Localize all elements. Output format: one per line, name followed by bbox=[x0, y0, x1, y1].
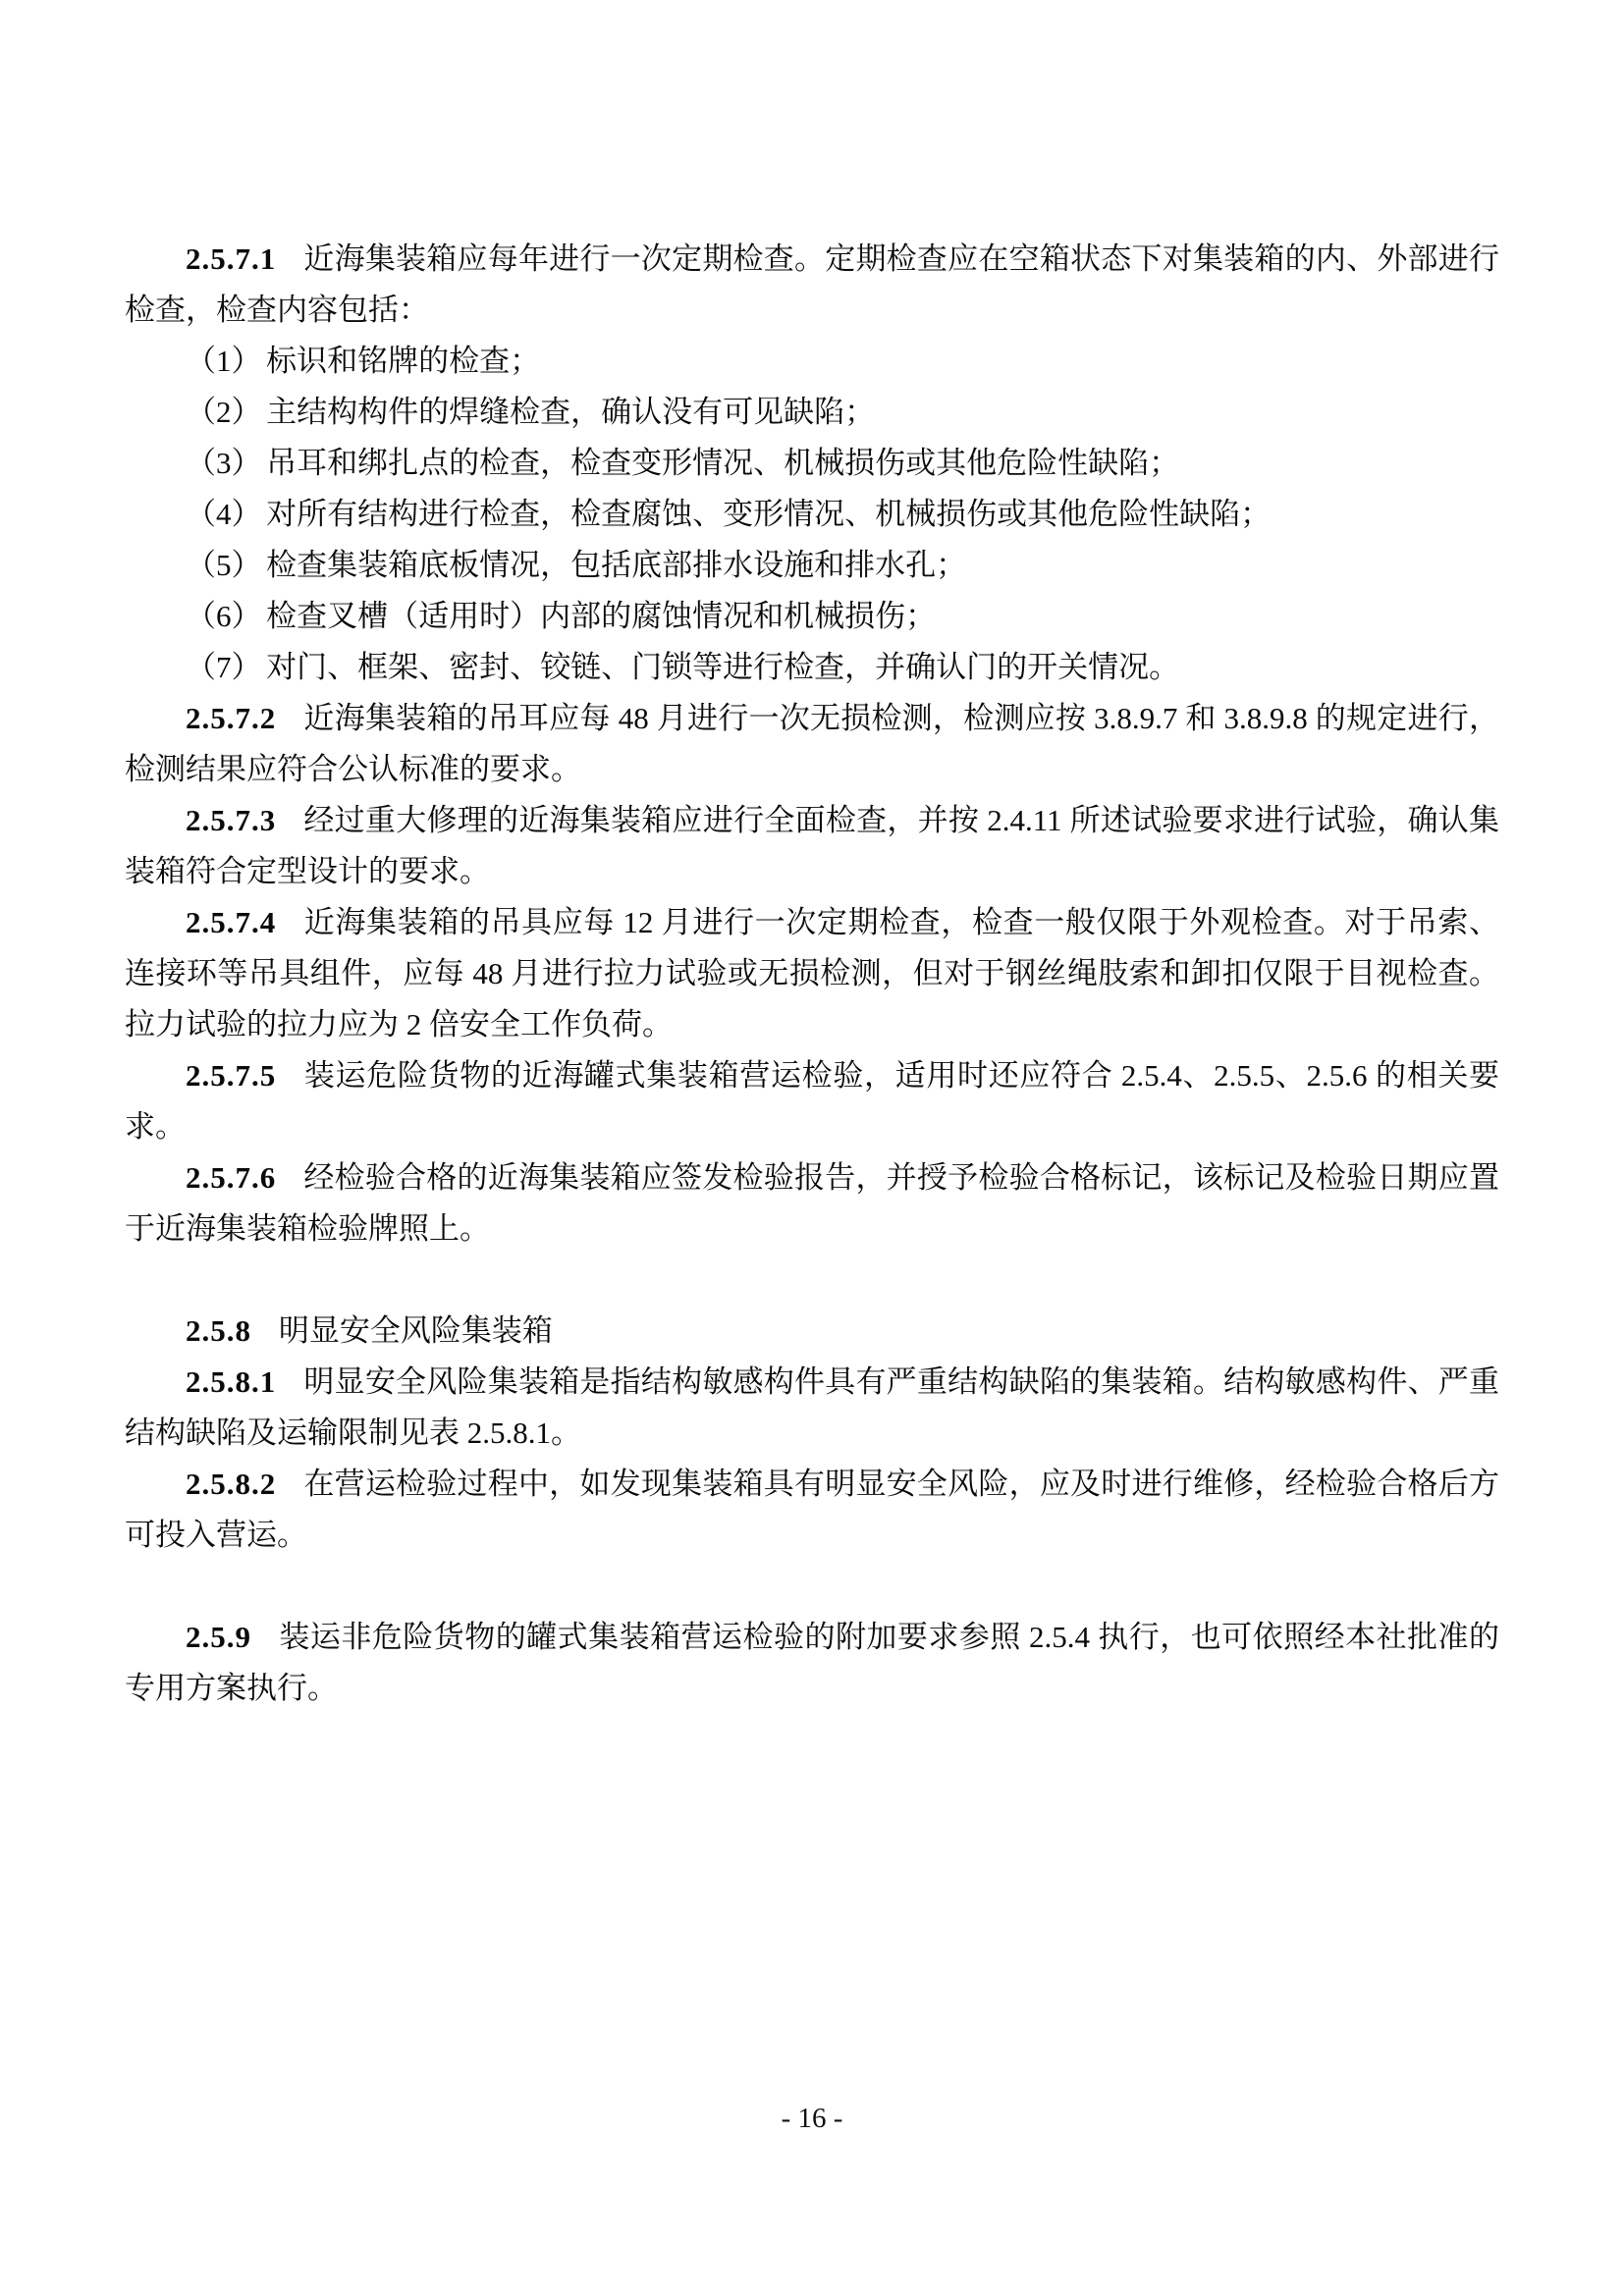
clause-number: 2.5.7.4 bbox=[186, 905, 277, 939]
clause-text: 明显安全风险集装箱是指结构敏感构件具有严重结构缺陷的集装箱。结构敏感构件、严重结构缺陷及运输限制见表 2.5.8.1。 bbox=[125, 1364, 1499, 1450]
list-item-number: （1） bbox=[186, 344, 262, 378]
list-item-number: （4） bbox=[186, 497, 262, 531]
list-item-6 bbox=[125, 591, 1499, 642]
clause-number: 2.5.9 bbox=[186, 1620, 251, 1654]
list-item-text: 吊耳和绑扎点的检查，检查变形情况、机械损伤或其他危险性缺陷； bbox=[266, 446, 1180, 480]
list-item-number: （2） bbox=[186, 395, 262, 429]
list-item-number: （5） bbox=[186, 548, 262, 582]
list-item-5 bbox=[125, 540, 1499, 591]
para-2-5-7-5 bbox=[125, 1050, 1499, 1152]
clause-text: 装运危险货物的近海罐式集装箱营运检验，适用时还应符合 2.5.4、2.5.5、2.5.6 的相关要求。 bbox=[125, 1058, 1499, 1144]
clause-number: 2.5.7.1 bbox=[186, 241, 277, 276]
list-item-text: 对所有结构进行检查，检查腐蚀、变形情况、机械损伤或其他危险性缺陷； bbox=[266, 497, 1272, 531]
para-2-5-9 bbox=[125, 1612, 1499, 1714]
clause-number: 2.5.7.3 bbox=[186, 803, 277, 837]
list-item-2 bbox=[125, 387, 1499, 438]
list-item-1 bbox=[125, 336, 1499, 387]
clause-number: 2.5.7.2 bbox=[186, 701, 277, 735]
para-2-5-7-4 bbox=[125, 897, 1499, 1050]
para-2-5-8-2 bbox=[125, 1459, 1499, 1561]
list-item-text: 检查集装箱底板情况，包括底部排水设施和排水孔； bbox=[266, 548, 967, 582]
list-item-4 bbox=[125, 489, 1499, 540]
clause-number: 2.5.7.6 bbox=[186, 1160, 277, 1195]
clause-number: 2.5.7.5 bbox=[186, 1058, 277, 1093]
clause-number: 2.5.8.1 bbox=[186, 1364, 277, 1399]
clause-text: 明显安全风险集装箱 bbox=[278, 1313, 553, 1348]
list-item-number: （3） bbox=[186, 446, 262, 480]
clause-text: 经过重大修理的近海集装箱应进行全面检查，并按 2.4.11 所述试验要求进行试验，确认集装箱符合定型设计的要求。 bbox=[125, 803, 1499, 888]
para-2-5-7-2 bbox=[125, 693, 1499, 795]
list-item-text: 检查叉槽（适用时）内部的腐蚀情况和机械损伤； bbox=[266, 599, 937, 633]
list-item-text: 对门、框架、密封、铰链、门锁等进行检查，并确认门的开关情况。 bbox=[266, 650, 1180, 684]
clause-text: 经检验合格的近海集装箱应签发检验报告，并授予检验合格标记，该标记及检验日期应置于近海集装箱检验牌照上。 bbox=[125, 1160, 1499, 1246]
list-item-number: （6） bbox=[186, 599, 262, 633]
clause-number: 2.5.8 bbox=[186, 1313, 251, 1348]
para-2-5-7-1 bbox=[125, 234, 1499, 336]
clause-text: 近海集装箱的吊耳应每 48 月进行一次无损检测，检测应按 3.8.9.7 和 3.8.9.8 的规定进行，检测结果应符合公认标准的要求。 bbox=[125, 701, 1499, 786]
page-number: - 16 - bbox=[781, 2103, 843, 2134]
list-item-7 bbox=[125, 642, 1499, 693]
para-2-5-7-6 bbox=[125, 1152, 1499, 1255]
document-content bbox=[125, 234, 1499, 1714]
clause-number: 2.5.8.2 bbox=[186, 1467, 277, 1501]
para-2-5-8-1 bbox=[125, 1357, 1499, 1459]
list-item-number: （7） bbox=[186, 650, 262, 684]
list-item-text: 标识和铭牌的检查； bbox=[266, 344, 541, 378]
clause-text: 装运非危险货物的罐式集装箱营运检验的附加要求参照 2.5.4 执行，也可依照经本社批准的专用方案执行。 bbox=[125, 1620, 1499, 1705]
list-item-text: 主结构构件的焊缝检查，确认没有可见缺陷； bbox=[266, 395, 876, 429]
list-item-3 bbox=[125, 438, 1499, 489]
para-2-5-7-3 bbox=[125, 795, 1499, 897]
clause-text: 在营运检验过程中，如发现集装箱具有明显安全风险，应及时进行维修，经检验合格后方可投入营运。 bbox=[125, 1467, 1499, 1552]
clause-text: 近海集装箱的吊具应每 12 月进行一次定期检查，检查一般仅限于外观检查。对于吊索、连接环等吊具组件，应每 48 月进行拉力试验或无损检测，但对于钢丝绳肢索和卸扣仅限于目视检查。拉力试验的拉力应为 2 倍安全工作负荷。 bbox=[125, 905, 1499, 1041]
clause-text: 近海集装箱应每年进行一次定期检查。定期检查应在空箱状态下对集装箱的内、外部进行检查，检查内容包括： bbox=[125, 241, 1499, 327]
heading-2-5-8 bbox=[125, 1306, 1499, 1357]
